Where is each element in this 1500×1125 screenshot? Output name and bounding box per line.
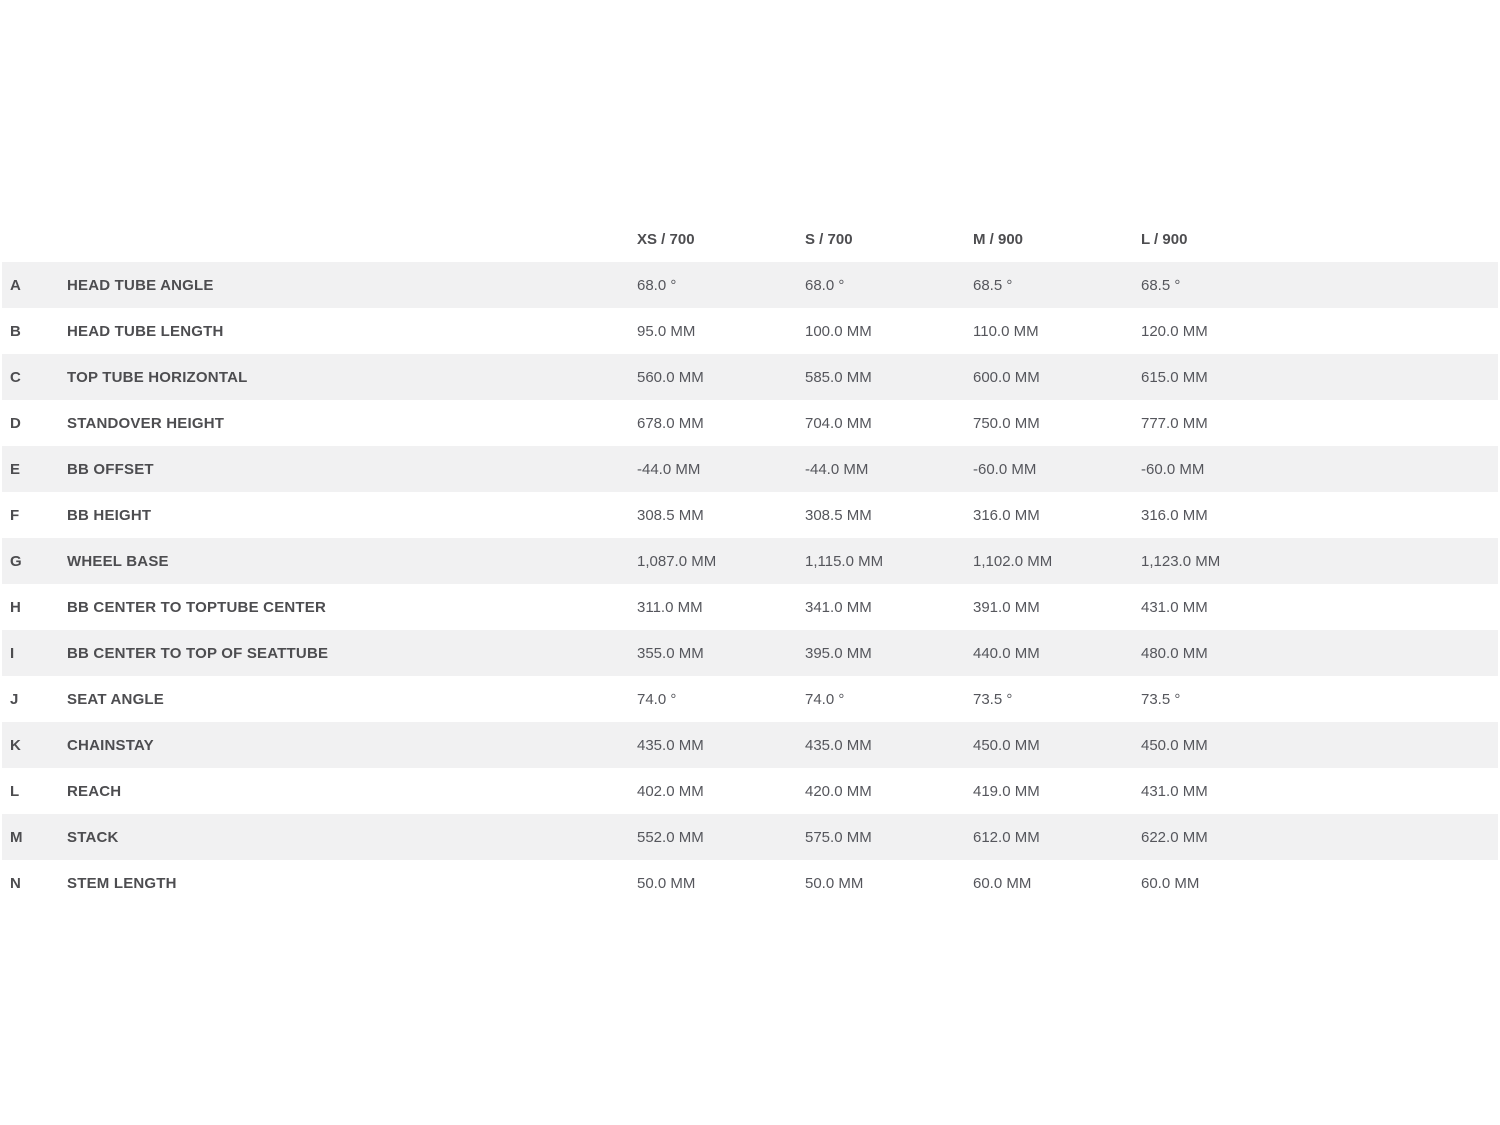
geometry-value: -60.0 MM [973,460,1037,478]
row-letter: I [10,644,15,662]
geometry-value: 95.0 MM [637,322,696,340]
geometry-value: 600.0 MM [973,368,1040,386]
table-row [2,722,1498,768]
geometry-value: 68.5 ° [973,276,1013,294]
row-letter: N [10,874,21,892]
row-label: CHAINSTAY [67,736,154,754]
row-letter: F [10,506,20,524]
row-label: TOP TUBE HORIZONTAL [67,368,248,386]
geometry-value: 420.0 MM [805,782,872,800]
row-label: STEM LENGTH [67,874,177,892]
row-letter: B [10,322,21,340]
table-row [2,860,1498,906]
table-body [2,262,1498,906]
table-row [2,538,1498,584]
geometry-value: 560.0 MM [637,368,704,386]
geometry-value: 311.0 MM [637,598,703,616]
row-label: BB OFFSET [67,460,154,478]
geometry-value: 552.0 MM [637,828,704,846]
table-row [2,262,1498,308]
table-row [2,354,1498,400]
geometry-value: 704.0 MM [805,414,872,432]
geometry-value: -44.0 MM [805,460,869,478]
geometry-value: 450.0 MM [1141,736,1208,754]
geometry-value: -44.0 MM [637,460,701,478]
table-row [2,814,1498,860]
geometry-value: 110.0 MM [973,322,1039,340]
row-letter: H [10,598,21,616]
row-letter: A [10,276,21,294]
geometry-value: 750.0 MM [973,414,1040,432]
geometry-value: 60.0 MM [1141,874,1200,892]
table-row [2,400,1498,446]
geometry-value: 68.0 ° [805,276,845,294]
geometry-value: 308.5 MM [805,506,872,524]
table-row [2,630,1498,676]
geometry-value: 355.0 MM [637,644,704,662]
geometry-value: 450.0 MM [973,736,1040,754]
geometry-value: 402.0 MM [637,782,704,800]
geometry-value: 480.0 MM [1141,644,1208,662]
table-row [2,584,1498,630]
geometry-value: 1,087.0 MM [637,552,717,570]
table-header-row [2,216,1498,262]
row-label: STANDOVER HEIGHT [67,414,225,432]
row-letter: D [10,414,21,432]
row-label: BB CENTER TO TOPTUBE CENTER [67,598,327,616]
geometry-value: 1,115.0 MM [805,552,884,570]
geometry-value: 435.0 MM [637,736,704,754]
geometry-value: 431.0 MM [1141,782,1208,800]
geometry-value: 100.0 MM [805,322,872,340]
geometry-value: 612.0 MM [973,828,1040,846]
geometry-value: 615.0 MM [1141,368,1208,386]
row-label: HEAD TUBE ANGLE [67,276,214,294]
geometry-value: 120.0 MM [1141,322,1208,340]
column-header: XS / 700 [637,230,695,248]
geometry-value: 316.0 MM [973,506,1040,524]
geometry-value: 74.0 ° [805,690,845,708]
row-letter: C [10,368,21,386]
row-label: HEAD TUBE LENGTH [67,322,224,340]
column-header: L / 900 [1141,230,1188,248]
row-letter: K [10,736,21,754]
geometry-value: 50.0 MM [805,874,864,892]
geometry-value: -60.0 MM [1141,460,1205,478]
row-label: STACK [67,828,119,846]
geometry-value: 341.0 MM [805,598,872,616]
row-label: REACH [67,782,122,800]
table-row [2,492,1498,538]
geometry-table [2,216,1498,906]
geometry-value: 777.0 MM [1141,414,1208,432]
row-letter: G [10,552,22,570]
geometry-value: 73.5 ° [1141,690,1181,708]
column-header: S / 700 [805,230,853,248]
geometry-value: 74.0 ° [637,690,677,708]
geometry-value: 575.0 MM [805,828,872,846]
row-label: BB CENTER TO TOP OF SEATTUBE [67,644,329,662]
table-row [2,768,1498,814]
row-letter: M [10,828,23,846]
geometry-value: 68.0 ° [637,276,677,294]
geometry-value: 391.0 MM [973,598,1040,616]
geometry-value: 1,102.0 MM [973,552,1053,570]
geometry-value: 316.0 MM [1141,506,1208,524]
table-row [2,676,1498,722]
geometry-value: 50.0 MM [637,874,696,892]
geometry-value: 73.5 ° [973,690,1013,708]
table-row [2,308,1498,354]
row-label: WHEEL BASE [67,552,169,570]
geometry-value: 678.0 MM [637,414,704,432]
geometry-value: 440.0 MM [973,644,1040,662]
table-row [2,446,1498,492]
geometry-value: 308.5 MM [637,506,704,524]
column-header: M / 900 [973,230,1024,248]
geometry-value: 68.5 ° [1141,276,1181,294]
row-letter: J [10,690,19,708]
geometry-value: 431.0 MM [1141,598,1208,616]
geometry-value: 622.0 MM [1141,828,1208,846]
geometry-value: 1,123.0 MM [1141,552,1221,570]
geometry-value: 585.0 MM [805,368,872,386]
row-letter: E [10,460,21,478]
geometry-value: 419.0 MM [973,782,1040,800]
geometry-value: 60.0 MM [973,874,1032,892]
geometry-value: 435.0 MM [805,736,872,754]
row-letter: L [10,782,20,800]
row-label: SEAT ANGLE [67,690,165,708]
geometry-value: 395.0 MM [805,644,872,662]
row-label: BB HEIGHT [67,506,152,524]
